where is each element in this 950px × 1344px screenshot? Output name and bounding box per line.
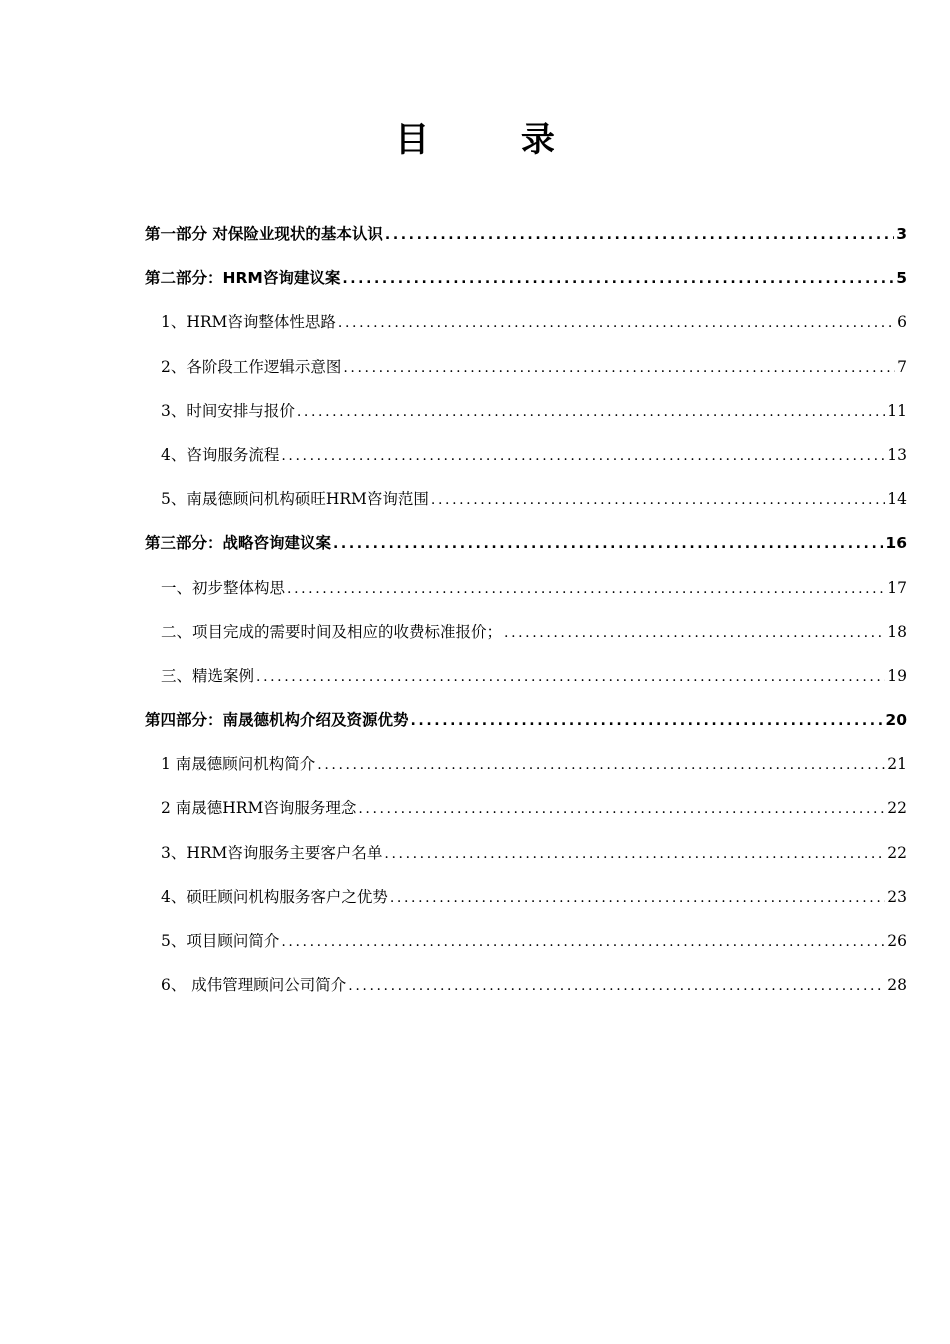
toc-dot-leader (384, 846, 885, 862)
toc-entry[interactable] (145, 708, 907, 752)
toc-entry[interactable] (145, 841, 907, 885)
toc-page-number: 21 (887, 755, 907, 774)
toc-entry-text: 5、南晟德顾问机构硕旺HRM咨询范围 (161, 490, 429, 509)
toc-entry[interactable] (145, 752, 907, 796)
toc-page-number: 6 (897, 313, 907, 332)
toc-dot-leader (281, 934, 885, 950)
toc-dot-leader (256, 669, 885, 685)
toc-entry-text: 二、项目完成的需要时间及相应的收费标准报价； (161, 622, 503, 641)
toc-dot-leader (348, 978, 885, 994)
toc-entry[interactable] (145, 222, 907, 266)
toc-entry-text: 4、硕旺顾问机构服务客户之优势 (161, 887, 388, 906)
toc-dot-leader (431, 492, 885, 508)
toc-entry[interactable] (145, 885, 907, 929)
toc-entry[interactable] (145, 266, 907, 310)
toc-page-number: 3 (896, 225, 907, 243)
toc-entry[interactable] (145, 443, 907, 487)
toc-entry-text: 5、项目顾问简介 (161, 932, 280, 950)
toc-page-number: 22 (887, 799, 907, 818)
toc-dot-leader (317, 757, 885, 773)
toc-dot-leader (390, 890, 885, 906)
toc-page-number: 20 (885, 711, 907, 730)
toc-entry-text: 三、精选案例 (161, 666, 255, 685)
page-title: 目 录 (395, 120, 595, 160)
toc-entry-text: 一、初步整体构思 (161, 578, 286, 597)
toc-dot-leader (338, 315, 895, 331)
toc-entry-text: 第四部分：南晟德机构介绍及资源优势 (145, 711, 409, 730)
toc-page-number: 16 (885, 534, 907, 553)
toc-dot-leader (358, 801, 885, 817)
toc-entry[interactable] (145, 399, 907, 443)
toc-dot-leader (504, 625, 885, 641)
toc-dot-leader (297, 404, 885, 420)
toc-page-number: 28 (887, 976, 907, 995)
toc-entry-text: 2、各阶段工作逻辑示意图 (161, 357, 342, 376)
toc-page-number: 22 (887, 843, 907, 862)
toc-entry[interactable] (145, 796, 907, 840)
toc-entry[interactable] (145, 620, 907, 664)
toc-entry[interactable] (145, 664, 907, 708)
toc-dot-leader (333, 536, 883, 552)
toc-dot-leader (385, 227, 894, 243)
toc-dot-leader (287, 581, 885, 597)
toc-entry-text: 3、HRM咨询服务主要客户名单 (161, 843, 383, 862)
toc-entry[interactable] (145, 487, 907, 531)
toc-page-number: 18 (887, 622, 907, 641)
toc-page-number: 26 (887, 932, 907, 950)
toc-page-number: 17 (887, 578, 907, 597)
toc-entry-text: 第三部分：战略咨询建议案 (145, 534, 332, 553)
toc-page-number: 11 (887, 401, 907, 420)
toc-entry[interactable] (145, 576, 907, 620)
toc-entry[interactable] (145, 531, 907, 575)
toc-page-number: 14 (887, 490, 907, 509)
toc-entry-text: 1 南晟德顾问机构简介 (161, 755, 316, 774)
toc-page-number: 13 (887, 445, 907, 464)
toc-entry-text: 4、咨询服务流程 (161, 445, 280, 464)
toc-entry-text: 2 南晟德HRM咨询服务理念 (161, 799, 357, 818)
toc-dot-leader (281, 448, 885, 464)
toc-entry[interactable] (145, 973, 907, 1017)
toc-page-number: 19 (887, 666, 907, 685)
toc-dot-leader (343, 360, 895, 376)
toc-entry[interactable] (145, 929, 907, 973)
toc-entry-text: 第二部分：HRM咨询建议案 (145, 269, 341, 288)
toc-entry-text: 6、 成伟管理顾问公司简介 (161, 976, 347, 995)
table-of-contents (145, 222, 907, 1017)
toc-entry[interactable] (145, 355, 907, 399)
toc-page-number: 5 (896, 269, 907, 288)
toc-page-number: 7 (897, 357, 907, 376)
toc-entry[interactable] (145, 310, 907, 354)
toc-entry-text: 第一部分 对保险业现状的基本认识 (145, 225, 383, 243)
toc-page-number: 23 (887, 887, 907, 906)
toc-dot-leader (411, 713, 884, 729)
toc-dot-leader (342, 271, 894, 287)
toc-entry-text: 1、HRM咨询整体性思路 (161, 313, 336, 332)
toc-entry-text: 3、时间安排与报价 (161, 401, 295, 420)
